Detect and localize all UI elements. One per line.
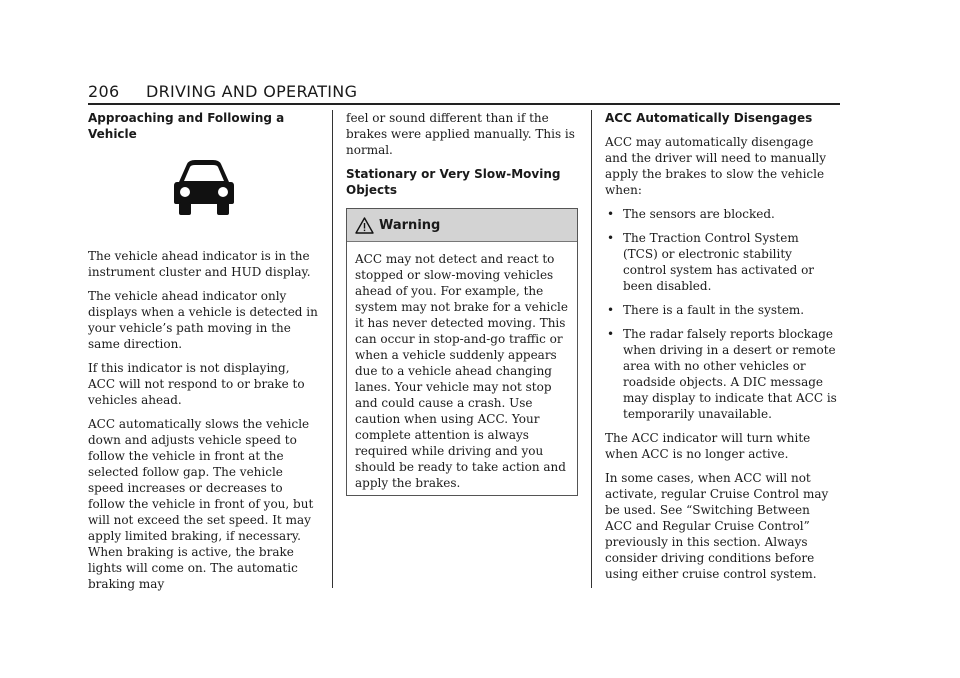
warning-box	[346, 208, 578, 496]
bullet-mark: •	[607, 231, 615, 245]
heading-acc-disengages: ACC Automatically Disengages	[605, 111, 813, 125]
continuation-text: feel or sound different than if the brakes were applied manually. This is normal.	[346, 111, 575, 157]
vehicle-ahead-icon-container	[88, 158, 320, 228]
list-item-text: The radar falsely reports blockage when driving in a desert or remote area with no other vehicles or roadside objects. A DIC message may display to indicate that ACC is temporarily unavailable.	[623, 327, 837, 421]
column-3	[605, 110, 837, 590]
list-item-text: The sensors are blocked.	[623, 207, 775, 221]
list-item	[605, 230, 837, 294]
bullet-mark: •	[607, 207, 615, 221]
paragraph: In some cases, when ACC will not activate, regular Cruise Control may be used. See “Switching Between ACC and Regular Cruise Control” previously in this section. Always consider driving conditions before using either cruise control system.	[605, 471, 829, 581]
vehicle-ahead-icon	[173, 158, 235, 216]
bullet-list	[605, 206, 837, 422]
paragraph: The vehicle ahead indicator is in the instrument cluster and HUD display.	[88, 249, 311, 279]
page-header	[88, 82, 840, 104]
bullet-mark: •	[607, 303, 615, 317]
warning-header	[347, 209, 577, 242]
list-item	[605, 326, 837, 422]
paragraph: The vehicle ahead indicator only displays when a vehicle is detected in your vehicle’s path moving in the same direction.	[88, 289, 318, 351]
list-item-text: The Traction Control System (TCS) or electronic stability control system has activated or been disabled.	[623, 231, 815, 293]
column-2	[346, 110, 578, 496]
column-1	[88, 110, 320, 600]
paragraph: If this indicator is not displaying, ACC will not respond to or brake to vehicles ahead.	[88, 361, 305, 407]
section-title: DRIVING AND OPERATING	[146, 82, 358, 101]
intro-paragraph: ACC may automatically disengage and the driver will need to manually apply the brakes to slow the vehicle when:	[605, 135, 827, 197]
page-number: 206	[88, 82, 120, 101]
warning-triangle-icon	[355, 217, 374, 234]
warning-text: ACC may not detect and react to stopped or slow-moving vehicles ahead of you. For example, the system may not brake for a vehicle it has never detected moving. This can occur in stop-and-go traffic or when a vehicle suddenly appears due to a vehicle ahead changing lanes. Your vehicle may not stop and could cause a crash. Use caution when using ACC. Your complete attention is always required while driving and you should be ready to take action and apply the brakes.	[355, 252, 568, 490]
column-divider-2	[591, 110, 592, 588]
list-item	[605, 206, 837, 222]
header-rule	[88, 103, 840, 105]
heading-stationary-objects: Stationary or Very Slow-Moving Objects	[346, 167, 561, 197]
paragraph: The ACC indicator will turn white when ACC is no longer active.	[605, 431, 811, 461]
heading-approaching-vehicle: Approaching and Following a Vehicle	[88, 111, 285, 141]
paragraph: ACC automatically slows the vehicle down and adjusts vehicle speed to follow the vehicle in front at the selected follow gap. The vehicle speed increases or decreases to follow the vehicle in front of you, but will not exceed the set speed. It may apply limited braking, if necessary. When braking is active, the brake lights will come on. The automatic braking may	[88, 417, 314, 591]
list-item	[605, 302, 837, 318]
column-divider-1	[332, 110, 333, 588]
warning-body	[347, 242, 577, 495]
bullet-mark: •	[607, 327, 615, 341]
list-item-text: There is a fault in the system.	[623, 303, 805, 317]
warning-title: Warning	[379, 217, 441, 233]
